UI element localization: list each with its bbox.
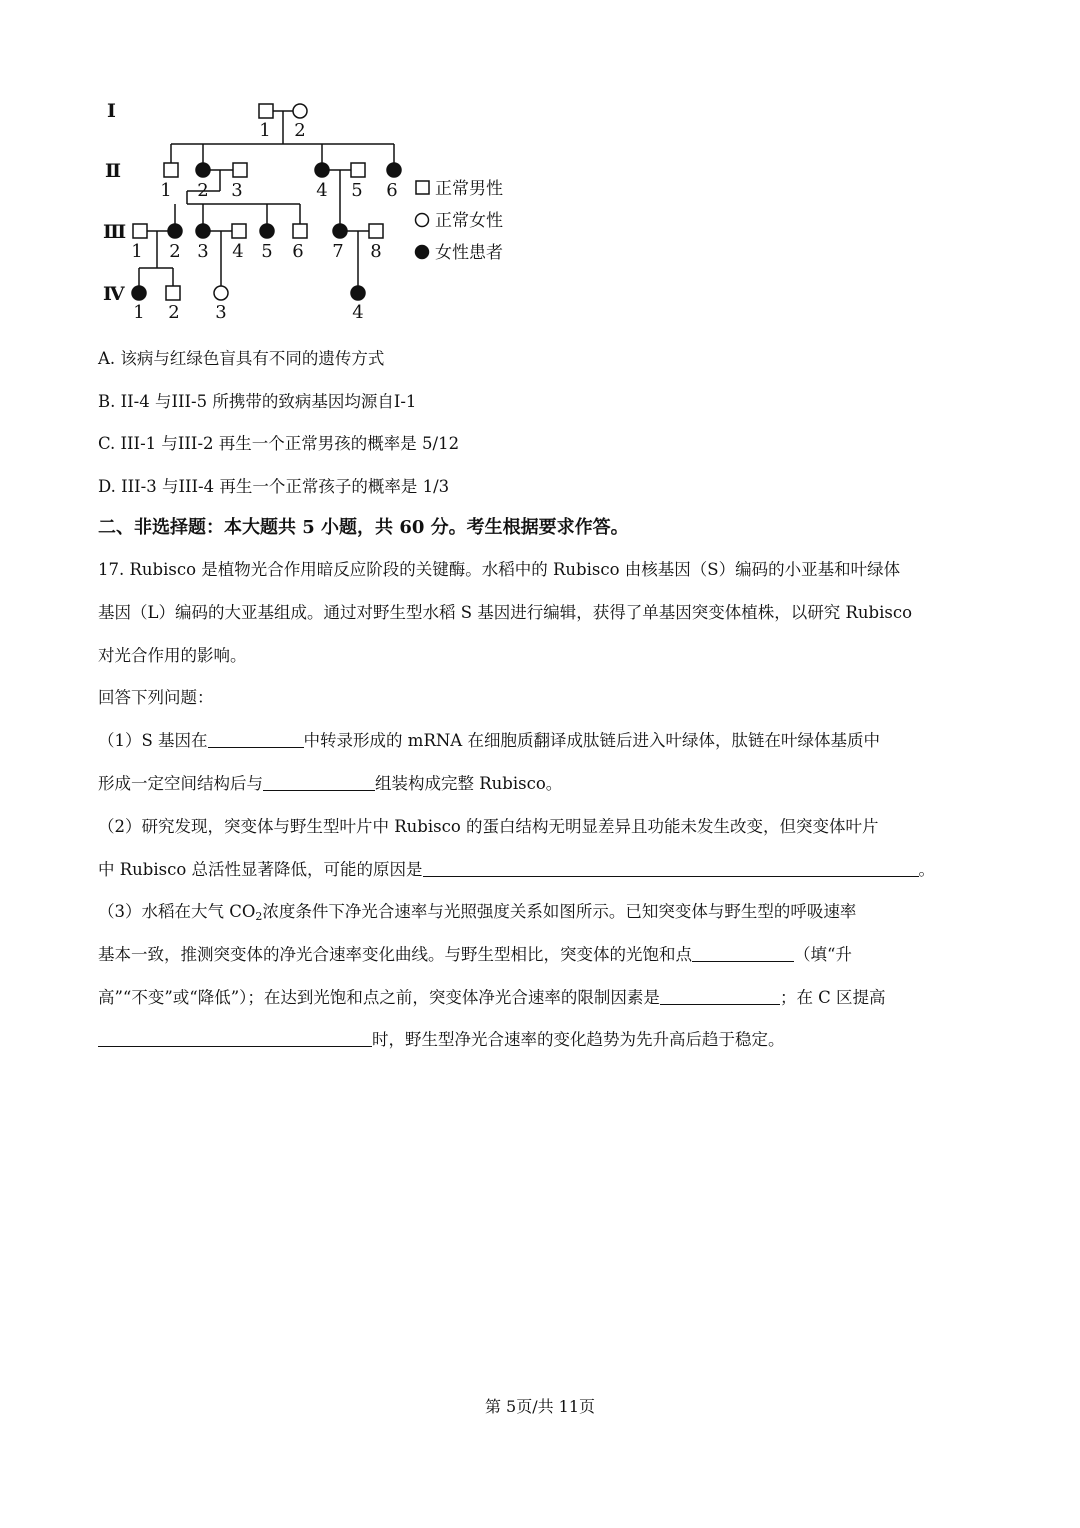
- legend-square-icon: [416, 181, 429, 194]
- option-a: A. 该病与红绿色盲具有不同的遗传方式: [98, 349, 385, 368]
- answer-blank-2[interactable]: [263, 774, 375, 791]
- q17-p1-text-d: 组装构成完整 Rubisco。: [375, 774, 563, 793]
- q17-stem-line-2: 基因（L）编码的大亚基组成。通过对野生型水稻 S 基因进行编辑，获得了单基因突变体植株，以研究 Rubisco: [98, 603, 913, 622]
- symbol-III-8: [369, 224, 383, 238]
- num-II-3: 3: [231, 180, 243, 201]
- option-d: D. III-3 与III-4 再生一个正常孩子的概率是 1/3: [98, 477, 450, 496]
- q17-part-3-line-2: [98, 943, 852, 967]
- q17-part-3-line-3: [98, 986, 886, 1010]
- q17-part-1-line-1: [98, 729, 880, 753]
- option-c: C. III-1 与III-2 再生一个正常男孩的概率是 5/12: [98, 434, 460, 453]
- symbol-II-3: [233, 163, 247, 177]
- symbol-I-2: [293, 104, 307, 118]
- num-IV-3: 3: [215, 302, 227, 323]
- answer-blank-4[interactable]: [692, 945, 794, 962]
- num-III-3: 3: [197, 241, 209, 262]
- num-II-1: 1: [160, 180, 172, 201]
- answer-blank-3[interactable]: [423, 860, 919, 877]
- q17-stem-line-3: 对光合作用的影响。: [98, 646, 247, 665]
- pedigree-diagram: [95, 92, 525, 324]
- legend-affected-female: 女性患者: [435, 243, 503, 263]
- gen-label-4: Ⅳ: [103, 283, 125, 305]
- q17-p3-text-a1: （3）水稻在大气 CO: [98, 902, 256, 921]
- num-I-1: 1: [259, 120, 271, 141]
- q17-p2-text-b: 中 Rubisco 总活性显著降低，可能的原因是: [98, 860, 423, 879]
- symbol-IV-1: [132, 286, 146, 300]
- legend-filled-circle-icon: [416, 246, 429, 259]
- answer-blank-5[interactable]: [660, 988, 780, 1005]
- section-heading: 二、非选择题：本大题共 5 小题，共 60 分。考生根据要求作答。: [98, 517, 629, 538]
- gen-label-2: Ⅱ: [105, 160, 122, 182]
- symbol-II-1: [164, 163, 178, 177]
- q17-p1-text-b: 中转录形成的 mRNA 在细胞质翻译成肽链后进入叶绿体，肽链在叶绿体基质中: [303, 731, 880, 750]
- num-II-6: 6: [386, 180, 398, 201]
- symbol-III-7: [333, 224, 347, 238]
- q17-p1-text-a: （1）S 基因在: [98, 731, 208, 750]
- gen-label-1: Ⅰ: [107, 100, 116, 122]
- q17-p3-subscript: 2: [255, 910, 263, 923]
- num-III-2: 2: [169, 241, 181, 262]
- q17-p1-text-c: 形成一定空间结构后与: [98, 774, 263, 793]
- symbol-II-6: [387, 163, 401, 177]
- q17-stem-line-1: 17. Rubisco 是植物光合作用暗反应阶段的关键酶。水稻中的 Rubisco 由核基因（S）编码的小亚基和叶绿体: [98, 560, 901, 579]
- num-II-5: 5: [351, 180, 363, 201]
- symbol-IV-3: [214, 286, 228, 300]
- symbol-II-2: [196, 163, 210, 177]
- num-II-2: 2: [197, 180, 209, 201]
- num-I-2: 2: [294, 120, 306, 141]
- symbol-IV-2: [166, 286, 180, 300]
- symbol-III-6: [293, 224, 307, 238]
- q17-p3-text-c2: ；在 C 区提高: [779, 988, 886, 1007]
- num-III-6: 6: [292, 241, 304, 262]
- answer-blank-1[interactable]: [208, 731, 304, 748]
- page-footer: 第 5页/共 11页: [484, 1397, 596, 1416]
- num-IV-4: 4: [352, 302, 364, 323]
- q17-p3-text-c1: 高”“不变”或“降低”）；在达到光饱和点之前，突变体净光合速率的限制因素是: [98, 988, 660, 1007]
- q17-p2-text-c: 。: [918, 860, 936, 879]
- symbol-III-2: [168, 224, 182, 238]
- legend-normal-male: 正常男性: [435, 179, 503, 199]
- q17-p3-text-b2: （填“升: [794, 945, 852, 964]
- q17-p3-text-a2: 浓度条件下净光合速率与光照强度关系如图所示。已知突变体与野生型的呼吸速率: [262, 902, 857, 921]
- option-b: B. II-4 与III-5 所携带的致病基因均源自I-1: [98, 392, 417, 411]
- q17-part-2-line-2: [98, 858, 935, 882]
- q17-part-2-line-1: （2）研究发现，突变体与野生型叶片中 Rubisco 的蛋白结构无明显差异且功能未发生改变，但突变体叶片: [98, 817, 879, 836]
- legend-normal-female: 正常女性: [435, 211, 503, 231]
- q17-p3-text-d: 时，野生型净光合速率的变化趋势为先升高后趋于稳定。: [372, 1030, 785, 1049]
- symbol-III-1: [133, 224, 147, 238]
- symbol-II-5: [351, 163, 365, 177]
- num-IV-2: 2: [168, 302, 180, 323]
- num-III-5: 5: [261, 241, 273, 262]
- num-II-4: 4: [316, 180, 328, 201]
- symbol-III-3: [196, 224, 210, 238]
- symbol-II-4: [315, 163, 329, 177]
- answer-blank-6[interactable]: [98, 1030, 372, 1047]
- q17-part-3-line-4: [98, 1028, 785, 1052]
- num-III-4: 4: [232, 241, 244, 262]
- num-III-1: 1: [131, 241, 143, 262]
- q17-prompt: 回答下列问题：: [98, 688, 214, 707]
- symbol-I-1: [259, 104, 273, 118]
- q17-p3-text-b1: 基本一致，推测突变体的净光合速率变化曲线。与野生型相比，突变体的光饱和点: [98, 945, 692, 964]
- num-IV-1: 1: [133, 302, 145, 323]
- symbol-III-4: [232, 224, 246, 238]
- symbol-IV-4: [351, 286, 365, 300]
- symbol-III-5: [260, 224, 274, 238]
- legend-circle-icon: [416, 214, 429, 227]
- q17-part-1-line-2: [98, 772, 562, 796]
- num-III-8: 8: [370, 241, 382, 262]
- gen-label-3: Ⅲ: [103, 221, 127, 243]
- q17-part-3-line-1: [98, 900, 856, 924]
- num-III-7: 7: [332, 241, 344, 262]
